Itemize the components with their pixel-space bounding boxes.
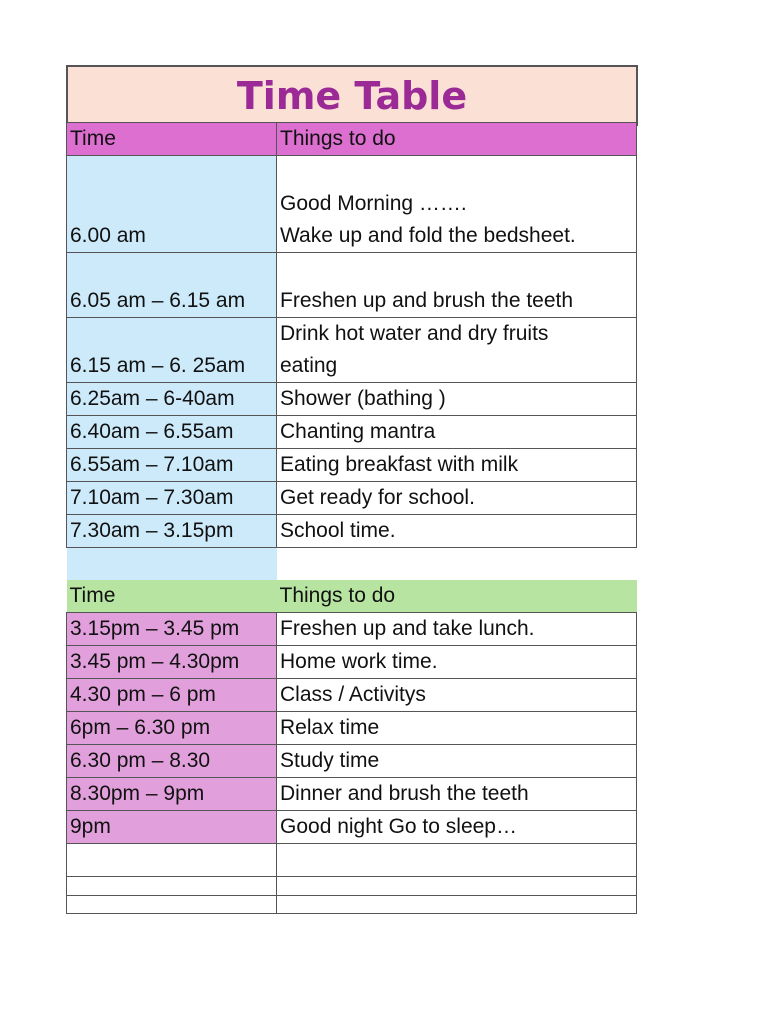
morning-table: [66, 122, 637, 914]
time-cell: 3.45 pm – 4.30pm: [67, 645, 277, 678]
task-cell: [277, 318, 637, 383]
table-row: [67, 253, 637, 318]
empty-row: [67, 843, 637, 876]
task-cell: Study time: [277, 744, 637, 777]
table-row: [67, 318, 637, 383]
table-row: [67, 482, 637, 515]
table-row: [67, 612, 637, 645]
time-cell: 6.55am – 7.10am: [67, 449, 277, 482]
empty-row: [67, 895, 637, 913]
task-cell: [277, 156, 637, 253]
spacer-row: [67, 548, 637, 580]
task-line: Wake up and fold the bedsheet.: [280, 224, 576, 247]
table-row: [67, 678, 637, 711]
task-line: Good Morning …….: [280, 192, 467, 215]
task-cell: Chanting mantra: [277, 416, 637, 449]
table-row: [67, 156, 637, 253]
table-row: [67, 645, 637, 678]
task-cell: Get ready for school.: [277, 482, 637, 515]
time-cell: 7.30am – 3.15pm: [67, 515, 277, 548]
time-cell: 6.00 am: [67, 156, 277, 253]
empty-cell: [277, 843, 637, 876]
empty-cell: [277, 876, 637, 895]
task-cell: Dinner and brush the teeth: [277, 777, 637, 810]
time-cell: 6.30 pm – 8.30: [67, 744, 277, 777]
task-cell: Freshen up and take lunch.: [277, 612, 637, 645]
time-cell: 6.05 am – 6.15 am: [67, 253, 277, 318]
table-row: [67, 810, 637, 843]
time-cell: 4.30 pm – 6 pm: [67, 678, 277, 711]
time-cell: 6pm – 6.30 pm: [67, 711, 277, 744]
empty-row: [67, 876, 637, 895]
header-row: [67, 123, 637, 156]
time-cell: 6.40am – 6.55am: [67, 416, 277, 449]
time-cell: 8.30pm – 9pm: [67, 777, 277, 810]
time-header: Time: [67, 580, 277, 613]
time-header: Time: [67, 123, 277, 156]
time-cell: 6.15 am – 6. 25am: [67, 318, 277, 383]
table-row: [67, 711, 637, 744]
table-row: [67, 383, 637, 416]
header-row: [67, 580, 637, 613]
empty-cell: [67, 843, 277, 876]
task-cell: Class / Activitys: [277, 678, 637, 711]
task-cell: Freshen up and brush the teeth: [277, 253, 637, 318]
empty-cell: [277, 895, 637, 913]
task-cell: Eating breakfast with milk: [277, 449, 637, 482]
time-cell: 9pm: [67, 810, 277, 843]
table-row: [67, 777, 637, 810]
task-cell: Shower (bathing ): [277, 383, 637, 416]
time-cell: 3.15pm – 3.45 pm: [67, 612, 277, 645]
task-header: Things to do: [277, 123, 637, 156]
time-cell: 6.25am – 6-40am: [67, 383, 277, 416]
empty-cell: [67, 876, 277, 895]
time-cell: 7.10am – 7.30am: [67, 482, 277, 515]
table-row: [67, 416, 637, 449]
task-line: eating: [280, 354, 338, 377]
task-cell: Home work time.: [277, 645, 637, 678]
table-row: [67, 744, 637, 777]
task-header: Things to do: [277, 580, 637, 613]
table-row: [67, 449, 637, 482]
spacer-cell: [277, 548, 637, 580]
page-title: Time Table: [66, 65, 638, 126]
table-row: [67, 515, 637, 548]
task-line: Drink hot water and dry fruits: [280, 322, 549, 345]
task-cell: School time.: [277, 515, 637, 548]
task-cell: Relax time: [277, 711, 637, 744]
spacer-cell: [67, 548, 277, 580]
task-cell: Good night Go to sleep…: [277, 810, 637, 843]
empty-cell: [67, 895, 277, 913]
